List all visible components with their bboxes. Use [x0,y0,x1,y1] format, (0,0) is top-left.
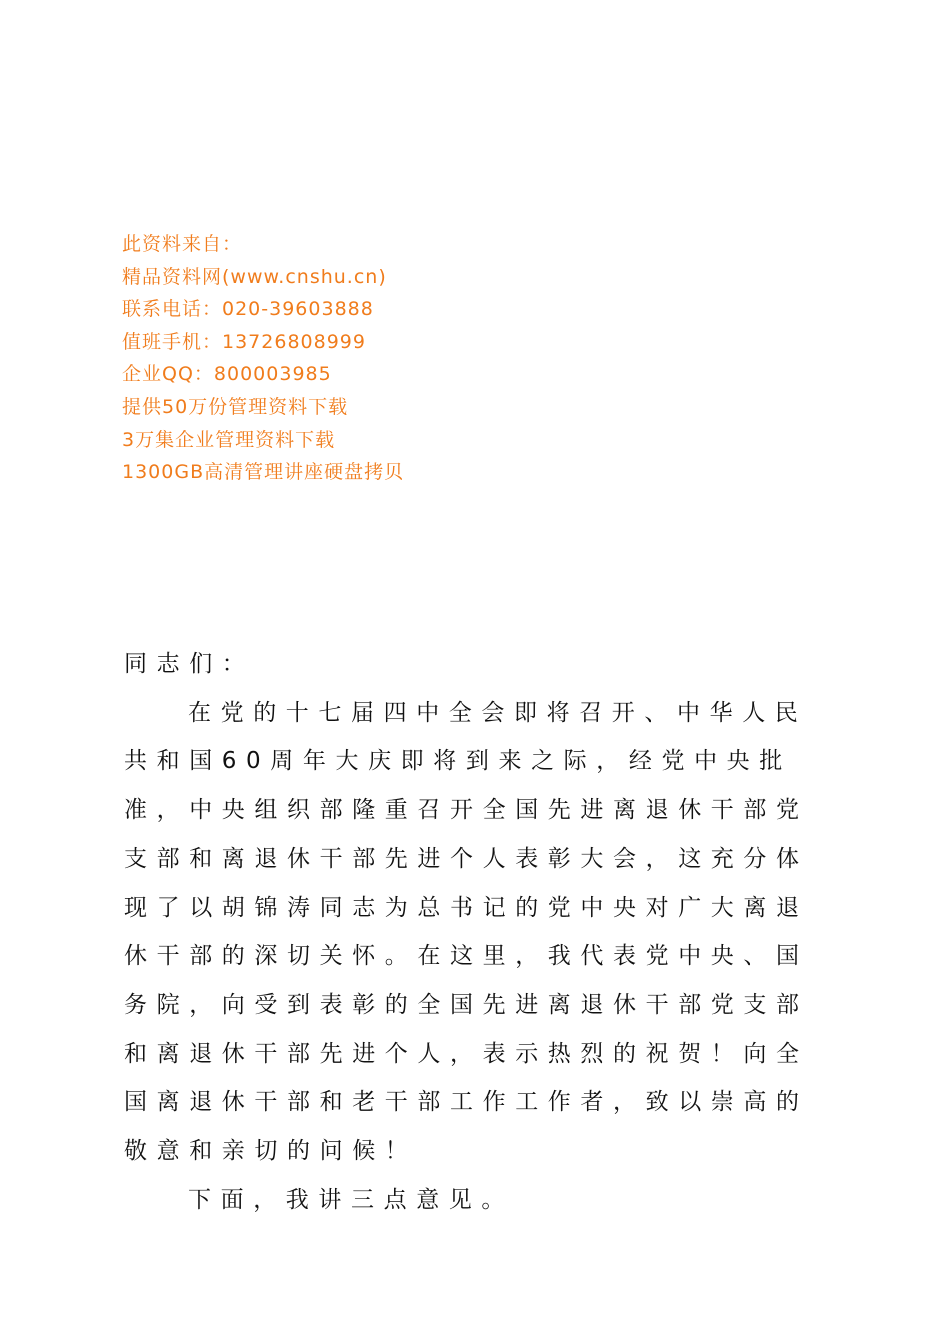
speech-paragraph: 在党的十七届四中全会即将召开、中华人民共和国60周年大庆即将到来之际，经党中央批准，中央组织部隆重召开全国先进离退休干部党支部和离退休干部先进个人表彰大会，这充分体现了以胡锦涛同志为总书记的党中央对广大离退休干部的深切关怀。在这里，我代表党中央、国务院，向受到表彰的全国先进离退休干部党支部和离退休干部先进个人，表示热烈的祝贺！向全国离退休干部和老干部工作工作者，致以崇高的敬意和亲切的问候！ [124,699,809,1165]
speech-paragraph: 下面，我讲三点意见。 [188,1186,514,1213]
source-line: 此资料来自： [122,233,243,255]
source-line-offer: 3万集企业管理资料下载 [122,428,336,451]
source-line-qq: 企业QQ：800003985 [122,363,332,386]
source-line-mobile: 值班手机：13726808999 [122,330,366,353]
source-line-offer: 提供50万份管理资料下载 [122,395,349,418]
source-line-offer: 1300GB高清管理讲座硬盘拷贝 [122,461,405,484]
speech-salutation: 同志们： [124,651,255,677]
source-line-website: 精品资料网(www.cnshu.cn) [122,265,387,288]
source-line-phone: 联系电话：020-39603888 [122,298,374,321]
speech-body [124,640,824,1224]
source-info-block [122,228,404,489]
